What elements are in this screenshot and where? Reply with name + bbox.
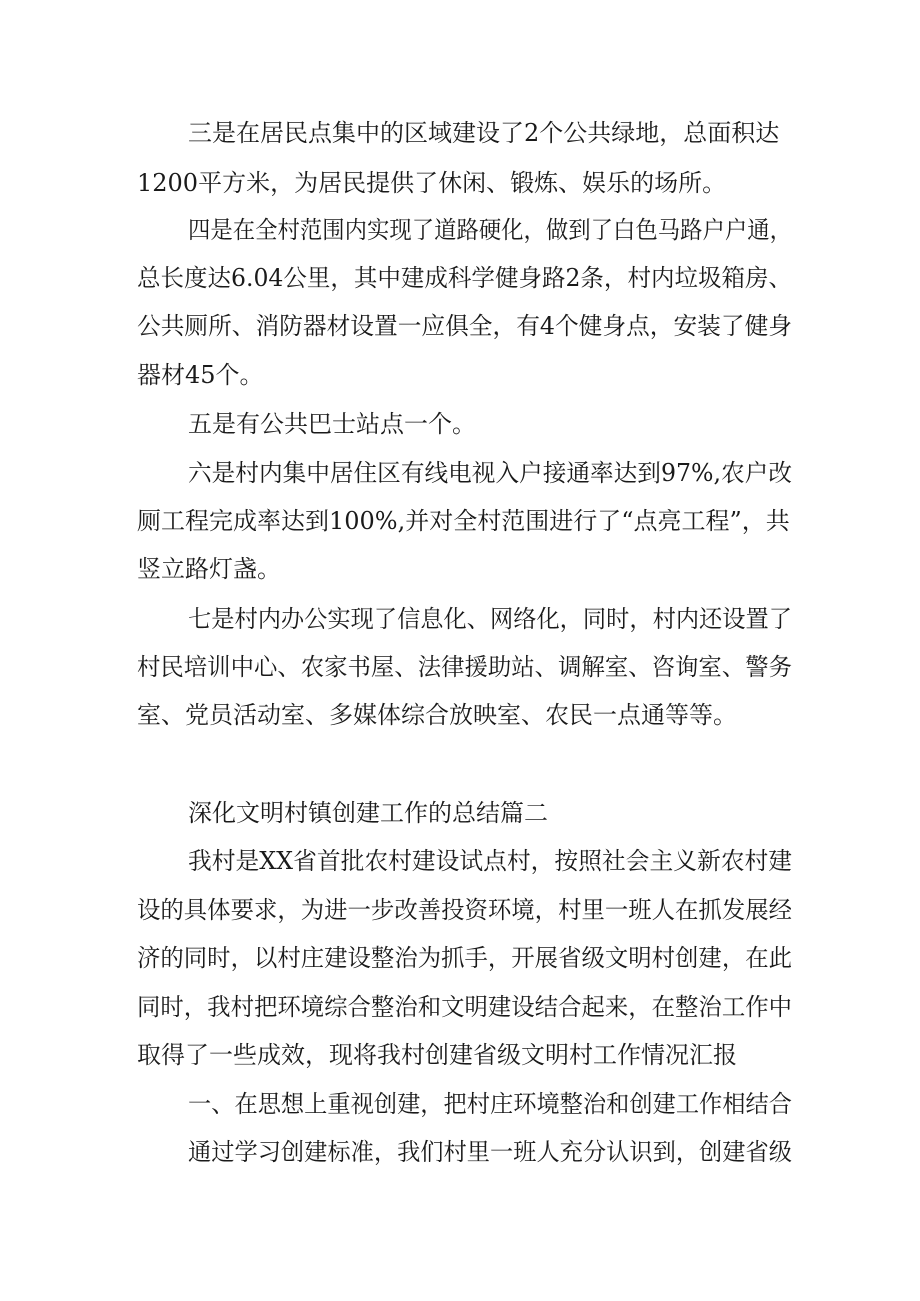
text-line: 取得了一些成效，现将我村创建省级文明村工作情况汇报 <box>137 1041 737 1069</box>
text-line: 1200平方米，为居民提供了休闲、锻炼、娱乐的场所。 <box>137 169 727 197</box>
text-line: 总长度达6.04公里，其中建成科学健身路2条，村内垃圾箱房、 <box>137 264 793 292</box>
paragraph-5-line-1 <box>0 596 920 642</box>
text-line: 一、在思想上重视创建，把村庄环境整治和创建工作相结合 <box>188 1090 792 1118</box>
text-line: 厕工程完成率达到100%,并对全村范围进行了“点亮工程”，共 <box>137 507 790 535</box>
paragraph-2-line-3 <box>0 303 920 349</box>
paragraph-2-line-1 <box>0 207 920 253</box>
paragraph-5-line-3 <box>0 692 920 738</box>
paragraph-4-line-2 <box>0 498 920 544</box>
text-line: 竖立路灯盏。 <box>137 555 281 583</box>
section-paragraph-1-line-4 <box>0 984 920 1030</box>
text-line: 济的同时，以村庄建设整治为抓手，开展省级文明村创建，在此 <box>137 944 792 972</box>
section-title-text: 深化文明村镇创建工作的总结篇二 <box>188 799 548 827</box>
paragraph-5-line-2 <box>0 644 920 690</box>
paragraph-2-line-2 <box>0 255 920 301</box>
text-line: 室、党员活动室、多媒体综合放映室、农民一点通等等。 <box>137 701 737 729</box>
section-paragraph-1-line-3 <box>0 935 920 981</box>
section-paragraph-3-line-1 <box>0 1129 920 1175</box>
text-line: 器材45个。 <box>137 361 264 389</box>
text-line: 三是在居民点集中的区域建设了2个公共绿地，总面积达 <box>188 119 780 147</box>
section-title <box>0 790 920 836</box>
text-line: 我村是XX省首批农村建设试点村，按照社会主义新农村建 <box>188 847 793 875</box>
paragraph-4-line-1 <box>0 450 920 496</box>
text-line: 村民培训中心、农家书屋、法律援助站、调解室、咨询室、警务 <box>137 653 792 681</box>
text-line: 五是有公共巴士站点一个。 <box>188 410 476 438</box>
text-line: 设的具体要求，为进一步改善投资环境，村里一班人在抓发展经 <box>137 896 792 924</box>
paragraph-1-line-2 <box>0 160 920 206</box>
paragraph-3-line-1 <box>0 401 920 447</box>
section-paragraph-1-line-2 <box>0 887 920 933</box>
paragraph-2-line-4 <box>0 352 920 398</box>
text-line: 七是村内办公实现了信息化、网络化，同时，村内还设置了 <box>188 605 792 633</box>
section-paragraph-1-line-5 <box>0 1032 920 1078</box>
text-line: 公共厕所、消防器材设置一应俱全，有4个健身点，安装了健身 <box>137 312 792 340</box>
text-line: 四是在全村范围内实现了道路硬化，做到了白色马路户户通， <box>188 216 793 244</box>
paragraph-1-line-1 <box>0 110 920 156</box>
section-paragraph-2-line-1 <box>0 1081 920 1127</box>
text-line: 六是村内集中居住区有线电视入户接通率达到97%,农户改 <box>188 459 792 487</box>
section-paragraph-1-line-1 <box>0 838 920 884</box>
text-line: 同时，我村把环境综合整治和文明建设结合起来，在整治工作中 <box>137 993 792 1021</box>
text-line: 通过学习创建标准，我们村里一班人充分认识到，创建省级 <box>188 1138 792 1166</box>
paragraph-4-line-3 <box>0 546 920 592</box>
